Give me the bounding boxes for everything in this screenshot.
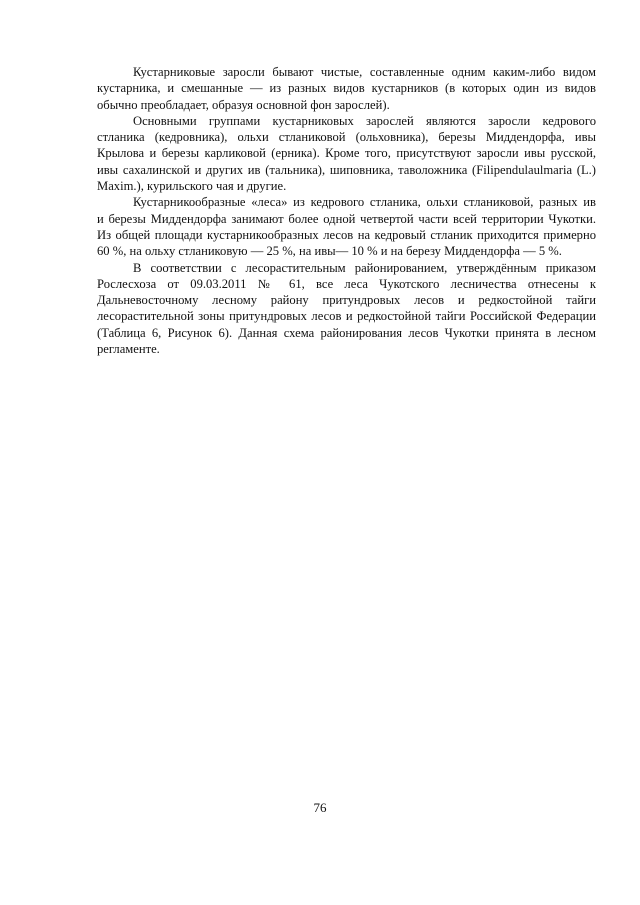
text-line: Рослесхоза от 09.03.2011 № 61, все леса Чукотского лесничества отнесены к bbox=[97, 276, 596, 291]
text-line: кустарника, и смешанные — из разных видов кустарников (в которых один из видов bbox=[97, 81, 596, 96]
text-line: лесорастительной зоны притундровых лесов и редкостойной тайги Российской Федерации bbox=[97, 309, 596, 324]
paragraph bbox=[97, 64, 596, 113]
document-body bbox=[97, 64, 596, 357]
text-line: (Таблица 6, Рисунок 6). Данная схема районирования лесов Чукотки принята в лесном bbox=[97, 325, 596, 340]
text-line: обычно преобладает, образуя основной фон зарослей). bbox=[97, 97, 390, 112]
text-line: Maxim.), курильского чая и другие. bbox=[97, 179, 287, 194]
text-line: и березы Миддендорфа занимают более одной четвертой части всей территории Чукотки. bbox=[97, 211, 596, 226]
paragraph bbox=[97, 113, 596, 194]
text-line: Крылова и березы карликовой (ерника). Кроме того, присутствуют заросли ивы русской, bbox=[97, 146, 596, 161]
text-line: Основными группами кустарниковых зарослей являются заросли кедрового bbox=[133, 113, 596, 128]
text-line: 60 %, на ольху стланиковую — 25 %, на ивы— 10 % и на березу Миддендорфа — 5 %. bbox=[97, 244, 562, 259]
text-line: Дальневосточному лесному району притундровых лесов и редкостойной тайги bbox=[97, 293, 596, 308]
text-line: ивы сахалинской и других ив (тальника), шиповника, таволожника (Filipendulaulmaria (L.) bbox=[97, 162, 596, 177]
text-line: Из общей площади кустарникообразных лесов на кедровый стланик приходится примерно bbox=[97, 227, 596, 242]
text-line: Кустарникообразные «леса» из кедрового стланика, ольхи стланиковой, разных ив bbox=[133, 195, 596, 210]
page-number: 76 bbox=[313, 800, 327, 815]
text-line: регламенте. bbox=[97, 342, 160, 357]
text-line: Кустарниковые заросли бывают чистые, составленные одним каким-либо видом bbox=[133, 65, 596, 79]
paragraph bbox=[97, 260, 596, 358]
paragraph bbox=[97, 194, 596, 259]
text-line: стланика (кедровника), ольхи стланиковой (ольховника), березы Миддендорфа, ивы bbox=[97, 130, 596, 145]
text-line: В соответствии с лесорастительным районированием, утверждённым приказом bbox=[133, 260, 596, 275]
